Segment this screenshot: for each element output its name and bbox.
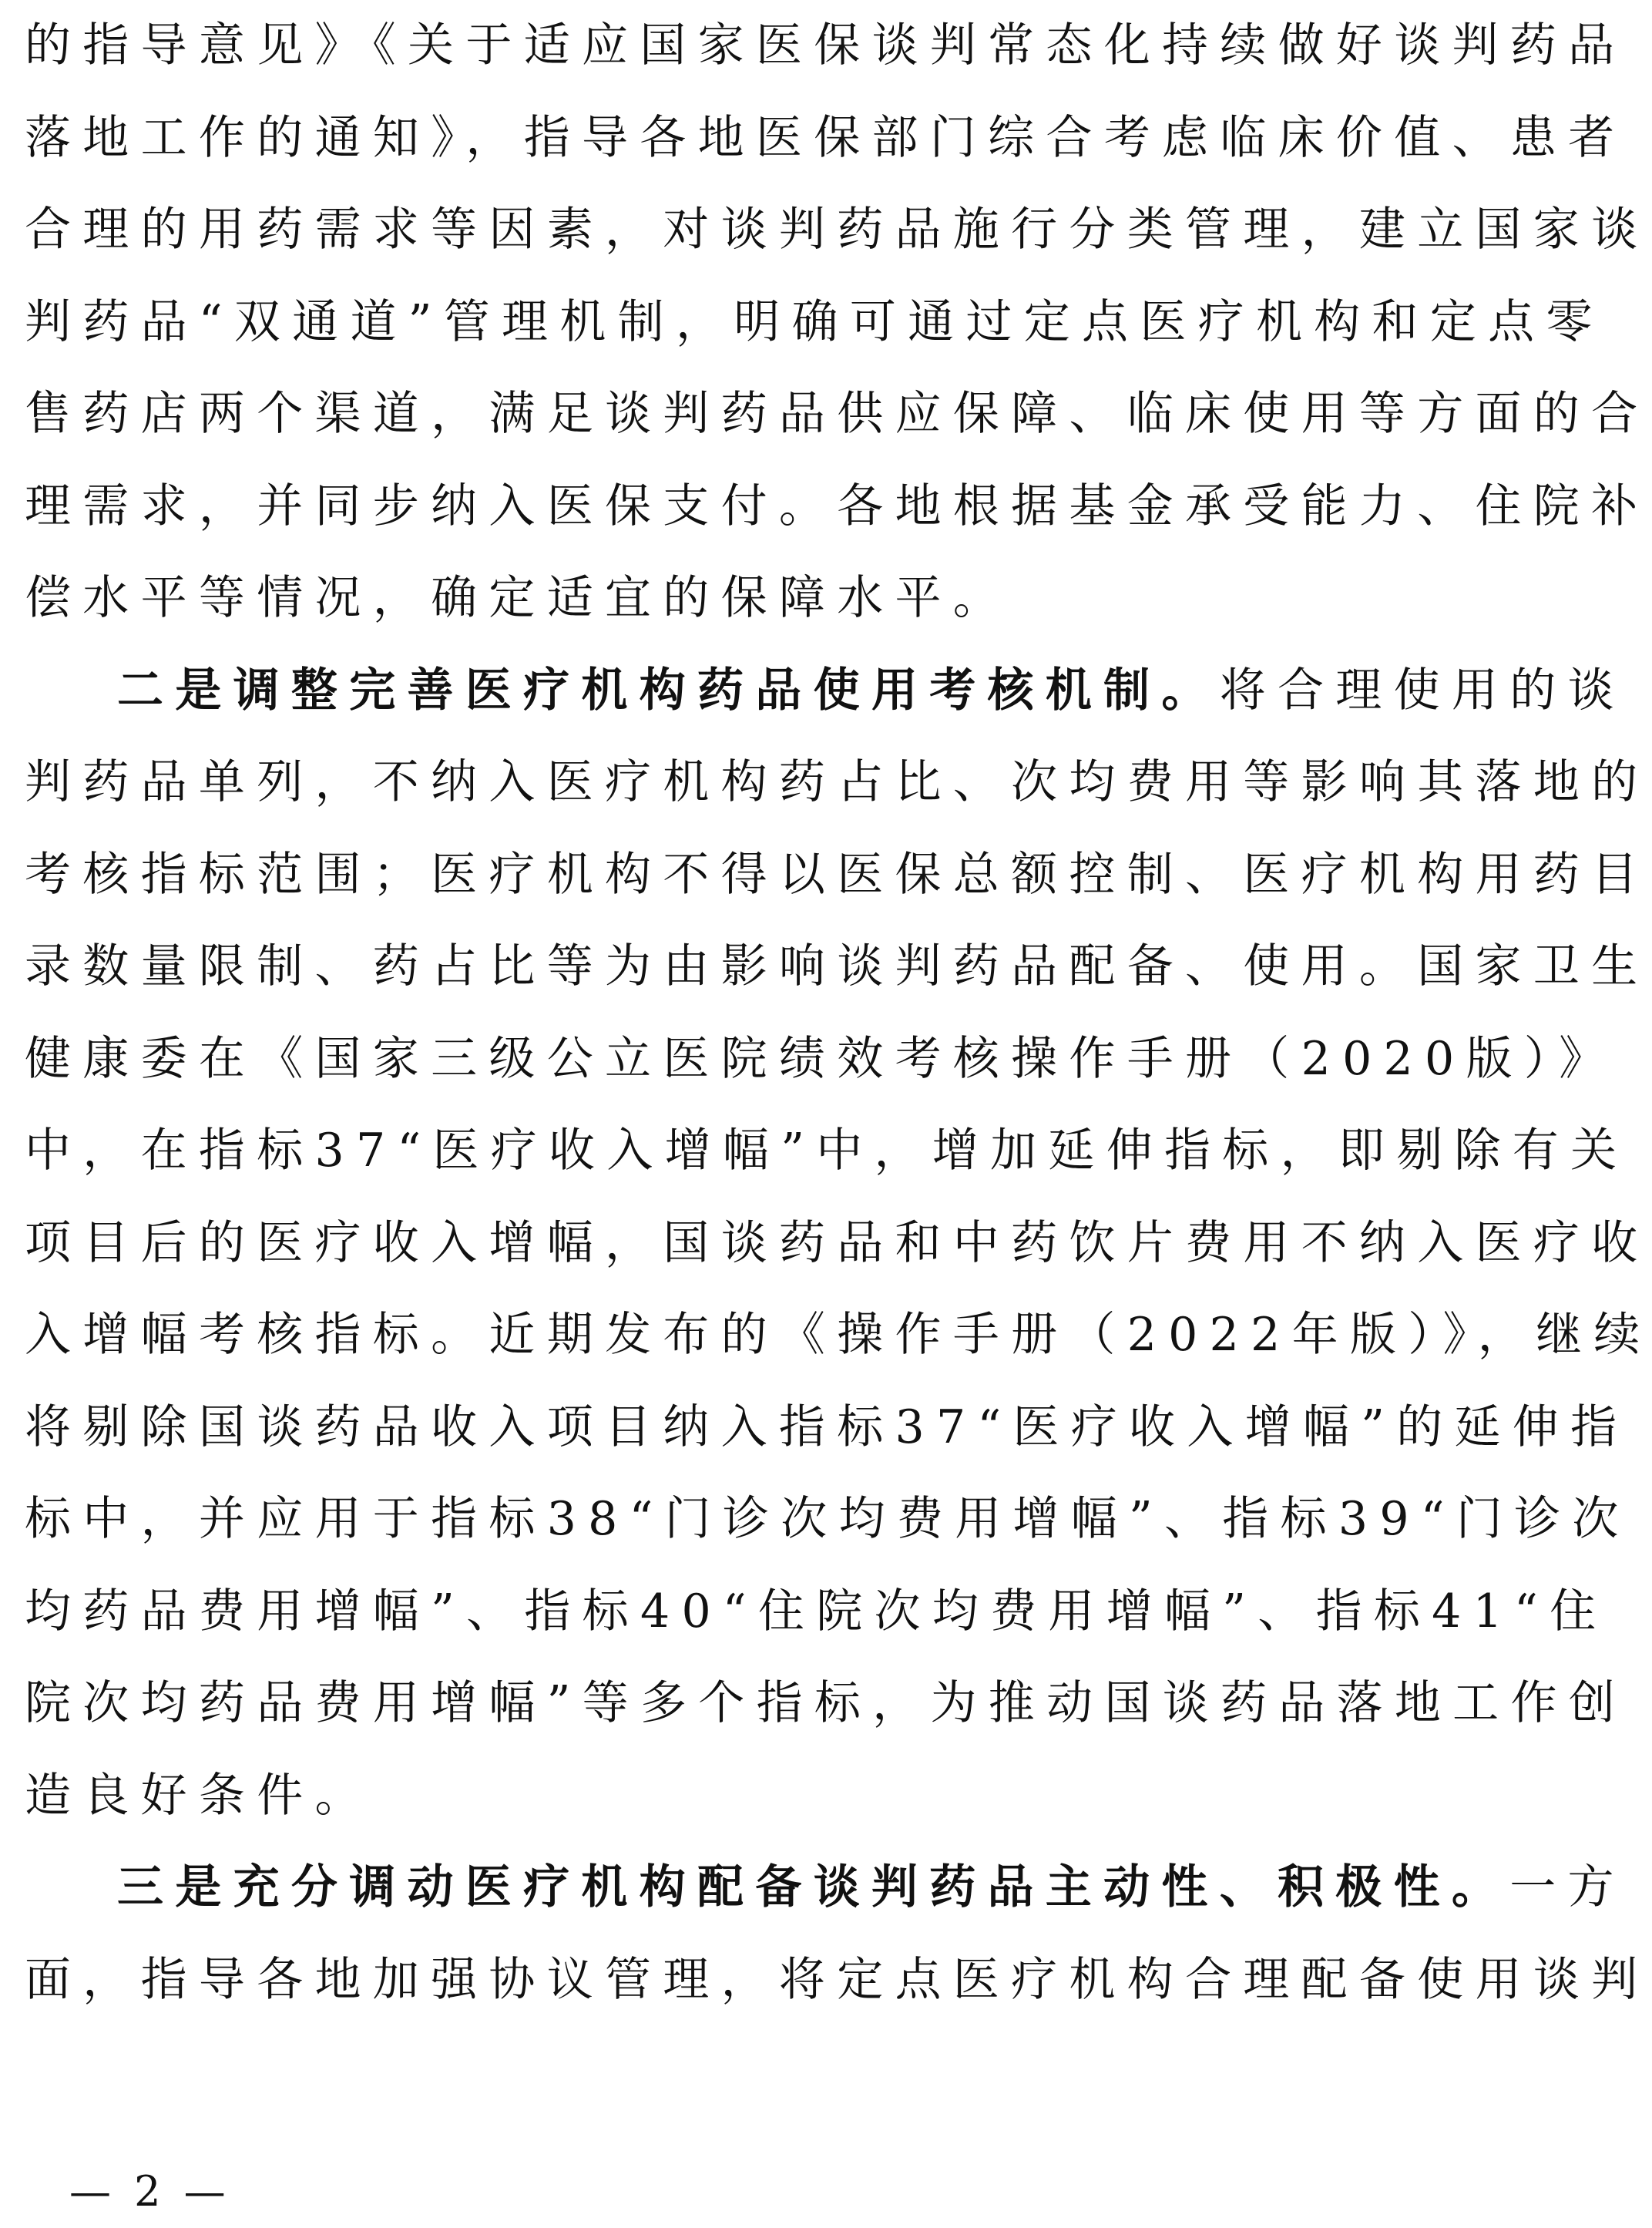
text-line: 入增幅考核指标。近期发布的《操作手册（2022年版）》，继续 [25, 1308, 1652, 1362]
paragraph-heading: 三是充分调动医疗机构配备谈判药品主动性、积极性。 [117, 1860, 1510, 1914]
text-run: 一方 [1509, 1860, 1626, 1914]
text-line: 项目后的医疗收入增幅，国谈药品和中药饮片费用不纳入医疗收 [25, 1215, 1650, 1270]
paragraph-2 [25, 645, 1652, 1843]
text-line: 面，指导各地加强协议管理，将定点医疗机构合理配备使用谈判 [25, 1952, 1650, 2007]
text-line: 判药品单列，不纳入医疗机构药占比、次均费用等影响其落地的 [25, 755, 1650, 809]
text-line: 健康委在《国家三级公立医院绩效考核操作手册（2020版）》 [25, 1031, 1617, 1086]
page-number: — 2 — [69, 2167, 231, 2216]
document-body [25, 0, 1652, 2026]
text-line: 标中，并应用于指标38“门诊次均费用增幅”、指标39“门诊次 [25, 1492, 1630, 1546]
text-line: 中，在指标37“医疗收入增幅”中，增加延伸指标，即剔除有关 [25, 1124, 1629, 1178]
text-line: 均药品费用增幅”、指标40“住院次均费用增幅”、指标41“住 [25, 1584, 1608, 1638]
text-line: 落地工作的通知》，指导各地医保部门综合考虑临床价值、患者 [25, 110, 1627, 165]
paragraph-1 [25, 0, 1650, 645]
text-line: 录数量限制、药占比等为由影响谈判药品配备、使用。国家卫生 [25, 939, 1650, 993]
text-line: 院次均药品费用增幅”等多个指标，为推动国谈药品落地工作创 [25, 1676, 1627, 1730]
paragraph-first-line [25, 645, 1626, 738]
paragraph-3 [25, 1842, 1650, 2026]
paragraph-first-line [25, 1842, 1626, 1934]
paragraph-heading: 二是调整完善医疗机构药品使用考核机制。 [117, 663, 1220, 717]
text-line: 判药品“双通道”管理机制，明确可通过定点医疗机构和定点零 [25, 294, 1604, 349]
text-line: 合理的用药需求等因素，对谈判药品施行分类管理，建立国家谈 [25, 203, 1650, 257]
text-line: 售药店两个渠道，满足谈判药品供应保障、临床使用等方面的合 [25, 387, 1650, 441]
text-line: 考核指标范围；医疗机构不得以医保总额控制、医疗机构用药目 [25, 847, 1650, 902]
text-line: 将剔除国谈药品收入项目纳入指标37“医疗收入增幅”的延伸指 [25, 1400, 1629, 1454]
text-line: 的指导意见》《关于适应国家医保谈判常态化持续做好谈判药品 [25, 18, 1627, 72]
text-line: 理需求，并同步纳入医保支付。各地根据基金承受能力、住院补 [25, 479, 1650, 533]
text-run: 将合理使用的谈 [1219, 663, 1626, 717]
text-line: 造良好条件。 [25, 1768, 373, 1823]
text-line: 偿水平等情况，确定适宜的保障水平。 [25, 571, 1012, 625]
